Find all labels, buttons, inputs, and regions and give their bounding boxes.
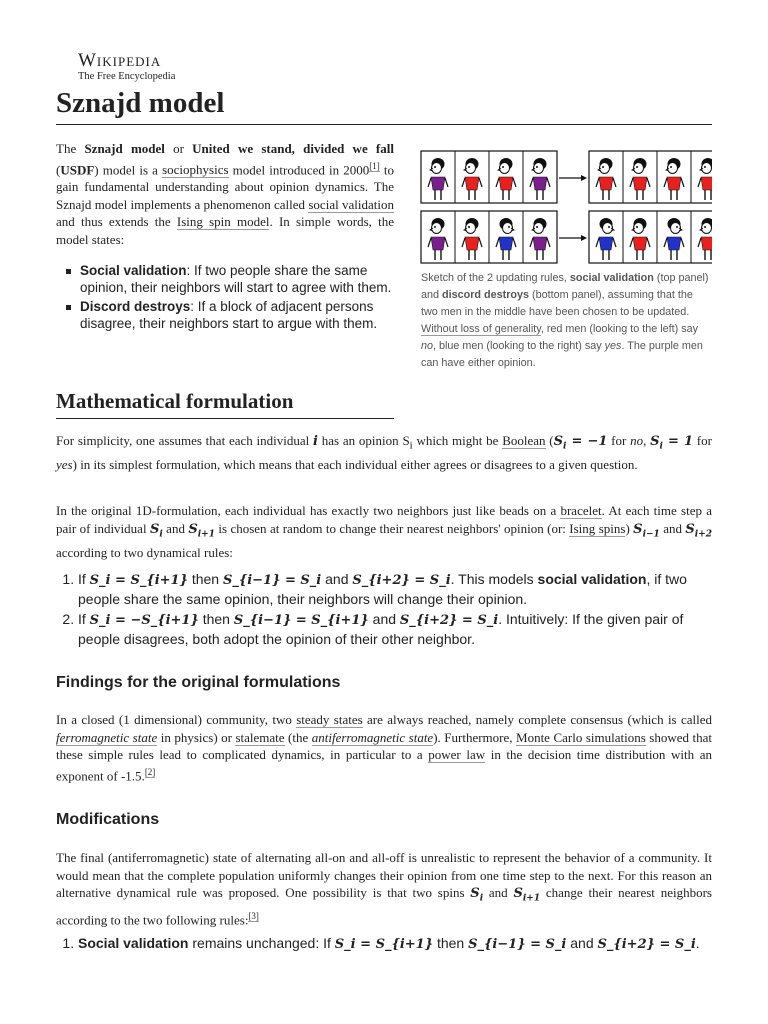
ref-2[interactable]: [2] (144, 766, 156, 777)
link-ising-spins[interactable]: Ising spins (569, 520, 626, 536)
page-title: Sznajd model (56, 86, 712, 125)
list-item: 1. If S_i = S_{i+1} then S_{i−1} = S_i and S_{i+2} = S_i. This models social validation, if two people share the same opinion, their neighbors will change their opinion. (78, 570, 728, 608)
wikipedia-logo[interactable] (78, 52, 175, 82)
intro-paragraph: The Sznajd model or United we stand, divided we fall (USDF) model is a sociophysics model introduced in 2000[1] to gain fundamental understanding about opinion dynamics. The Sznajd model implements a phenomenon called social validation and thus extends the Ising spin model. In simple words, the model states: (56, 141, 394, 247)
modified-rules-list (60, 934, 728, 956)
link-bracelet[interactable]: bracelet (560, 503, 602, 518)
ref-1[interactable]: [1] (369, 160, 380, 171)
paragraph-findings: In a closed (1 dimensional) community, two steady states are always reached, namely complete consensus (which is called ferromagnetic state in physics) or stalemate (the antiferromagnetic state). Furthermore, Monte Carlo simulations showed that these simple rules lead to complicated dynamics, in particular to a power law in the decision time distribution with an exponent of -1.5.[2] (56, 712, 713, 783)
link-without-loss-of-generality[interactable]: Without loss of generality (421, 323, 541, 335)
link-antiferromagnetic-state[interactable]: antiferromagnetic state (311, 729, 434, 745)
subsection-heading-findings: Findings for the original formulations (56, 674, 341, 691)
logo-title: Wikipedia (78, 50, 162, 71)
link-ferromagnetic-state[interactable]: ferromagnetic state (56, 729, 158, 745)
ref-3[interactable]: [3] (248, 911, 259, 922)
list-item: Discord destroys: If a block of adjacent persons disagree, their neighbors start to argue with them. (80, 298, 400, 332)
paragraph-modifications: The final (antiferromagnetic) state of alternating all-on and all-off is unrealistic to represent the behavior of a community. It would mean that the complete population uniformly changes their opinion from one time step to the next. For this reason an alternative dynamical rule was proposed. One possibility is that two spins $S_i$ and $S_{i+1}$ change their nearest neighbors according to the two following rules:[3] (56, 850, 712, 928)
dynamical-rules-list (60, 570, 728, 650)
figure-sketch (420, 150, 712, 264)
link-boolean[interactable]: Boolean (502, 433, 546, 448)
update-rules-figure[interactable] (420, 150, 712, 264)
list-item: 1. Social validation remains unchanged: If S_i = S_{i+1} then S_{i−1} = S_i and S_{i+2} = S_i. (78, 934, 728, 954)
link-monte-carlo[interactable]: Monte Carlo simulations (516, 729, 646, 745)
rules-list (64, 262, 400, 334)
paragraph-1d-formulation: In the original 1D-formulation, each individual has exactly two neighbors just like beads on a bracelet. At each time step a pair of individual $S_i$ and $S_{i+1}$ is chosen at random to change their nearest neighbors' opinion (or: Ising spins) $S_{i-1}$ and $S_{i+2}$ according to two dynamical rules: (56, 503, 712, 560)
list-item: 2. If S_i = −S_{i+1} then S_{i−1} = S_{i+1} and S_{i+2} = S_i. Intuitively: If the given pair of people disagrees, both adopt the opinion of their other neighbor. (78, 610, 728, 648)
link-steady-states[interactable]: steady states (296, 712, 363, 727)
link-ising-spin-model[interactable]: Ising spin model (176, 214, 270, 230)
figure-caption: Sketch of the 2 updating rules, social validation (top panel) and discord destroys (bottom panel), assuming that the two men in the middle have been chosen to be updated. Without loss of generality, red men (looking to the left) say no, blue men (looking to the right) say yes. The purple men can have either opinion. (421, 272, 709, 369)
logo-subtitle: The Free Encyclopedia (78, 71, 176, 82)
link-stalemate[interactable]: stalemate (235, 729, 285, 745)
section-heading-mathematical-formulation: Mathematical formulation (56, 388, 394, 419)
link-sociophysics[interactable]: sociophysics (162, 161, 229, 177)
paragraph-simplicity: For simplicity, one assumes that each individual i has an opinion $S_i$ which might be Boolean ($S_i = -1$ for no, $S_i = 1$ for yes) in its simplest formulation, which means that each individual either agrees or disagrees to a given question. (56, 433, 712, 473)
list-item: Social validation: If two people share the same opinion, their neighbors will start to agree with them. (80, 262, 400, 296)
link-social-validation[interactable]: social validation (308, 196, 394, 212)
link-power-law[interactable]: power law (428, 747, 486, 762)
subsection-heading-modifications: Modifications (56, 811, 160, 828)
